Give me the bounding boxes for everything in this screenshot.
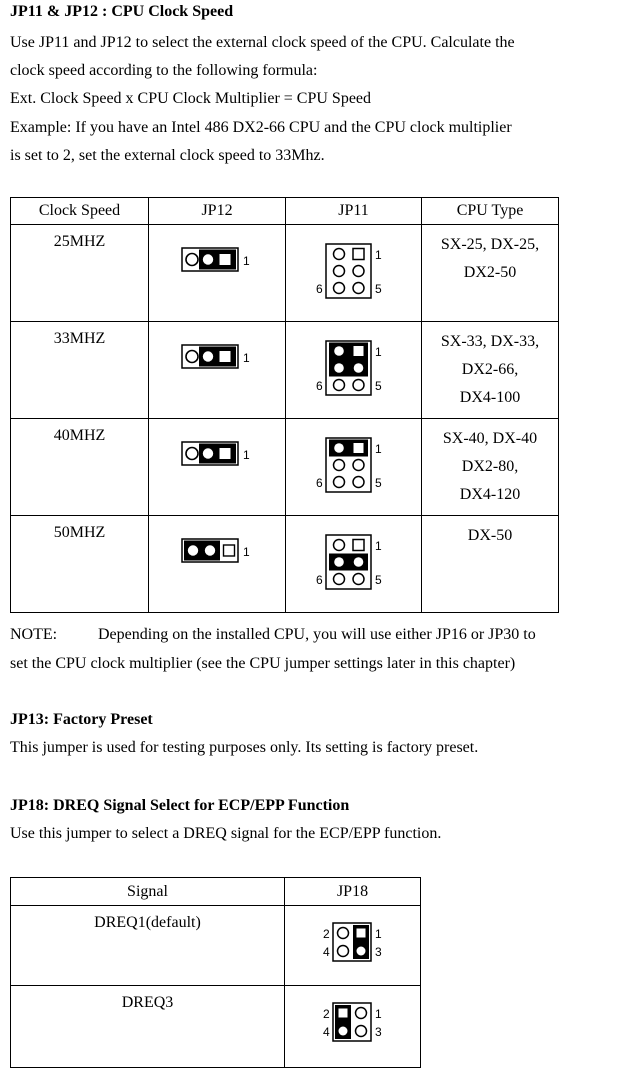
pin-3-label: 3 — [374, 945, 382, 959]
jp11-cell — [286, 322, 422, 419]
clock-speed-cell: 25MHZ — [11, 225, 149, 322]
jp18-cell — [285, 986, 421, 1068]
example-line2: is set to 2, set the external clock speed to 33Mhz. — [10, 147, 325, 164]
clock-speed-cell: 40MHZ — [11, 419, 149, 516]
cpu-type-line: SX-25, DX-25, — [440, 236, 540, 253]
jp12-cell — [149, 419, 286, 516]
table-row — [11, 516, 559, 613]
header-jp11: JP11 — [286, 198, 422, 225]
pin-3-label: 3 — [374, 1025, 382, 1039]
table-row — [11, 322, 559, 419]
jp18-jumper-diagram — [321, 922, 385, 962]
cpu-type-line: DX4-100 — [459, 389, 521, 406]
jp18-text: Use this jumper to select a DREQ signal for the ECP/EPP function. — [10, 825, 442, 842]
cpu-type-line: SX-40, DX-40 — [442, 430, 538, 447]
pin-6-label: 6 — [315, 573, 323, 587]
pin-5-label: 5 — [374, 379, 382, 393]
cpu-type-line: DX2-50 — [463, 264, 517, 281]
note-line1 — [10, 621, 536, 649]
jp12-cell — [149, 516, 286, 613]
pin-1-label: 1 — [243, 448, 250, 462]
pin-1-label: 1 — [374, 442, 382, 456]
header-jp18: JP18 — [285, 878, 421, 906]
cpu-type-cell — [422, 225, 559, 322]
pin-1-label: 1 — [374, 248, 382, 262]
table-row — [11, 419, 559, 516]
pin-5-label: 5 — [374, 573, 382, 587]
cpu-type-line: DX-50 — [467, 527, 513, 544]
pin-2-label: 2 — [322, 1007, 330, 1021]
dreq-table-header-row — [11, 878, 421, 906]
pin-1-label: 1 — [243, 254, 250, 268]
signal-cell: DREQ3 — [11, 986, 285, 1068]
note-label: NOTE: — [10, 626, 58, 643]
cpu-type-line: DX2-80, — [461, 458, 519, 475]
jp11-cell — [286, 419, 422, 516]
jp18-cell — [285, 906, 421, 986]
jp18-jumper-diagram — [321, 1002, 385, 1042]
example-line1: Example: If you have an Intel 486 DX2-66 CPU and the CPU clock multiplier — [10, 119, 512, 136]
pin-1-label: 1 — [374, 539, 382, 553]
cpu-type-cell — [422, 516, 559, 613]
pin-5-label: 5 — [374, 282, 382, 296]
jp11-jumper-diagram — [315, 340, 393, 396]
pin-5-label: 5 — [374, 476, 382, 490]
signal-cell: DREQ1(default) — [11, 906, 285, 986]
formula: Ext. Clock Speed x CPU Clock Multiplier = CPU Speed — [10, 90, 372, 107]
pin-6-label: 6 — [315, 379, 323, 393]
clock-speed-table — [10, 197, 559, 613]
pin-1-label: 1 — [374, 345, 382, 359]
note-text-line2: set the CPU clock multiplier (see the CPU jumper settings later in this chapter) — [10, 655, 516, 672]
jp18-heading: JP18: DREQ Signal Select for ECP/EPP Function — [10, 797, 350, 814]
jp11-jumper-diagram — [315, 534, 393, 590]
pin-4-label: 4 — [322, 945, 330, 959]
note-text-line1: Depending on the installed CPU, you will use either JP16 or JP30 to — [98, 626, 536, 643]
clock-speed-cell: 50MHZ — [11, 516, 149, 613]
cpu-type-cell — [422, 322, 559, 419]
jp12-cell — [149, 322, 286, 419]
cpu-type-line: SX-33, DX-33, — [440, 333, 540, 350]
jp11-jp12-intro-line1: Use JP11 and JP12 to select the external clock speed of the CPU. Calculate the — [10, 34, 515, 51]
header-jp12: JP12 — [149, 198, 286, 225]
jp12-jumper-diagram — [181, 342, 253, 372]
pin-1-label: 1 — [374, 1007, 382, 1021]
dreq-signal-table — [10, 877, 421, 1068]
jp12-jumper-diagram — [181, 245, 253, 275]
jp12-jumper-diagram — [181, 536, 253, 566]
header-signal: Signal — [11, 878, 285, 906]
pin-1-label: 1 — [243, 351, 250, 365]
jp11-jp12-intro-line2: clock speed according to the following formula: — [10, 62, 318, 79]
jp12-jumper-diagram — [181, 439, 253, 469]
clock-speed-cell: 33MHZ — [11, 322, 149, 419]
pin-4-label: 4 — [322, 1025, 330, 1039]
jp13-text: This jumper is used for testing purposes only. Its setting is factory preset. — [10, 739, 479, 756]
jp11-cell — [286, 516, 422, 613]
pin-6-label: 6 — [315, 476, 323, 490]
table-row — [11, 986, 421, 1068]
jp12-cell — [149, 225, 286, 322]
table-row — [11, 225, 559, 322]
jp11-jumper-diagram — [315, 437, 393, 493]
jp11-jumper-diagram — [315, 243, 393, 299]
table-row — [11, 906, 421, 986]
pin-2-label: 2 — [322, 927, 330, 941]
cpu-type-line: DX2-66, — [461, 361, 519, 378]
pin-1-label: 1 — [243, 545, 250, 559]
pin-6-label: 6 — [315, 282, 323, 296]
jp11-jp12-heading: JP11 & JP12 : CPU Clock Speed — [10, 3, 234, 20]
cpu-type-line: DX4-120 — [459, 486, 521, 503]
cpu-type-cell — [422, 419, 559, 516]
header-clock-speed: Clock Speed — [11, 198, 149, 225]
clock-table-header-row — [11, 198, 559, 225]
header-cpu-type: CPU Type — [422, 198, 559, 225]
pin-1-label: 1 — [374, 927, 382, 941]
jp11-cell — [286, 225, 422, 322]
jp13-heading: JP13: Factory Preset — [10, 711, 153, 728]
